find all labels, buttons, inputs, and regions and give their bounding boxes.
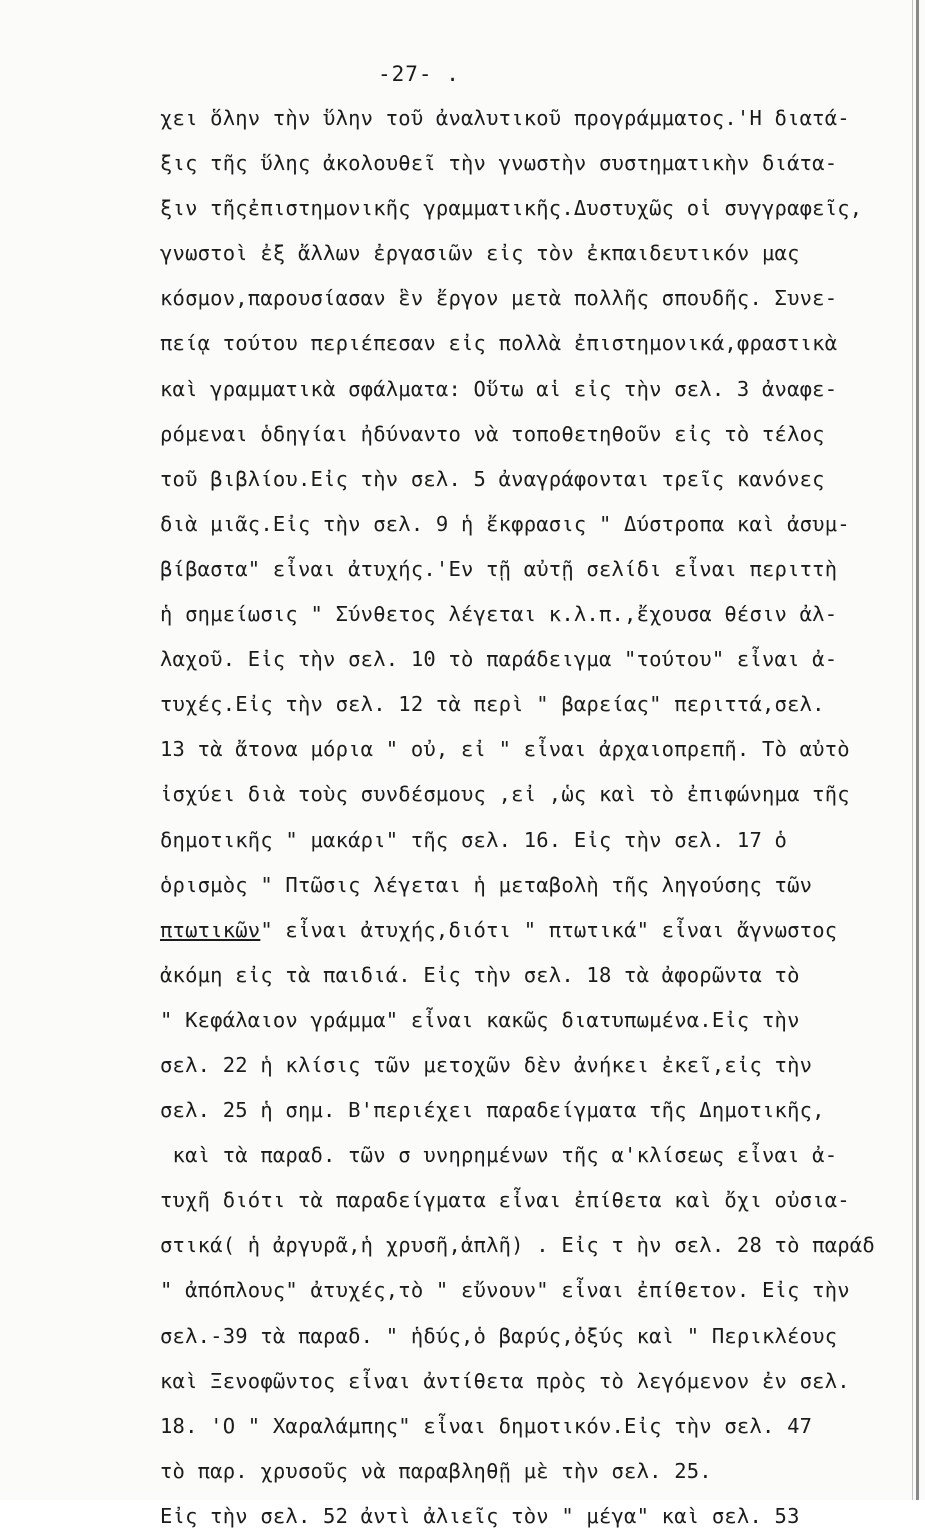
text-line: καὶ τὰ παραδ. τῶν σ υνηρημένων τῆς α'κλίσεως εἶναι ἀ- <box>160 1143 838 1168</box>
text-line: διὰ μιᾶς.Εἰς τὴν σελ. 9 ἡ ἔκφρασις " Δύστροπα καὶ ἀσυμ- <box>160 511 850 536</box>
text-line: 18. 'Ο " Χαραλάμπης" εἶναι δημοτικόν.Εἰς τὴν σελ. 47 <box>160 1413 813 1438</box>
text-line: καὶ γραμματικὰ σφάλματα: Οὕτω αἱ εἰς τὴν σελ. 3 ἀναφε- <box>160 376 838 401</box>
text-line: χει ὅλην τὴν ὕλην τοῦ ἀναλυτικοῦ προγράμματος.'Η διατά- <box>160 106 850 130</box>
text-line: 13 τὰ ἄτονα μόρια " οὐ, εἰ " εἶναι ἀρχαιοπρεπῆ. Τὸ αὐτὸ <box>160 737 850 762</box>
text-line: " ἀπόπλους" ἀτυχές,τὸ " εὔνουν" εἶναι ἐπίθετον. Εἰς τὴν <box>160 1278 850 1303</box>
text-line: ξιν τῆςἐπιστημονικῆς γραμματικῆς.Δυστυχῶς οἱ συγγραφεῖς, <box>160 196 863 221</box>
text-line: τυχῆ διότι τὰ παραδείγματα εἶναι ἐπίθετα καὶ ὄχι οὐσια- <box>160 1188 850 1213</box>
text-line: καὶ Ξενοφῶντος εἶναι ἀντίθετα πρὸς τὸ λεγόμενον ἐν σελ. <box>160 1368 850 1393</box>
text-line: σελ. 25 ἡ σημ. Β'περιέχει παραδείγματα τῆς Δημοτικῆς, <box>160 1098 825 1123</box>
text-line: τὸ παρ. χρυσοῦς νὰ παραβληθῇ μὲ τὴν σελ. 25. <box>160 1458 712 1483</box>
text-line: ρόμεναι ὁδηγίαι ἠδύναντο νὰ τοποθετηθοῦν εἰς τὸ τέλος <box>160 421 825 446</box>
text-line: πείᾳ τούτου περιέπεσαν εἰς πολλὰ ἐπιστημονικά,φραστικὰ <box>160 331 838 356</box>
text-line: κόσμον,παρουσίασαν ἓν ἔργον μετὰ πολλῆς σπουδῆς. Συνε- <box>160 286 838 311</box>
text-line: σελ.-39 τὰ παραδ. " ἡδύς,ὁ βαρύς,ὀξύς καὶ " Περικλέους <box>160 1323 838 1348</box>
text-line: στικά( ἡ ἀργυρᾶ,ἡ χρυσῆ,ἁπλῆ) . Εἰς τ ὴν σελ. 28 τὸ παράδ <box>160 1233 875 1258</box>
text-line: ἰσχύει διὰ τοὺς συνδέσμους ,εἰ ,ὡς καὶ τὸ ἐπιφώνημα τῆς <box>160 782 850 807</box>
text-line: ἀκόμη εἰς τὰ παιδιά. Εἰς τὴν σελ. 18 τὰ ἀφορῶντα τὸ <box>160 962 800 987</box>
text-line: γνωστοὶ ἐξ ἄλλων ἐργασιῶν εἰς τὸν ἐκπαιδευτικόν μας <box>160 241 800 266</box>
page-number: -27- . <box>378 62 460 86</box>
text-line: ἡ σημείωσις " Σύνθετος λέγεται κ.λ.π.,ἔχουσα θέσιν ἀλ- <box>160 602 838 627</box>
text-line: δημοτικῆς " μακάρι" τῆς σελ. 16. Εἰς τὴν σελ. 17 ὁ <box>160 827 788 852</box>
scan-edge-shadow <box>916 0 919 1500</box>
text-line-underlined <box>160 908 900 953</box>
text-segment: " εἶναι ἀτυχής,διότι " πτωτικά" εἶναι ἄγνωστος <box>260 917 838 942</box>
typewritten-text-body <box>160 96 900 1539</box>
text-line: βίβαστα" εἶναι ἀτυχής.'Εν τῇ αὐτῇ σελίδι εἶναι περιττὴ <box>160 556 838 581</box>
text-line: " Κεφάλαιον γράμμα" εἶναι κακῶς διατυπωμένα.Εἰς τὴν <box>160 1007 800 1032</box>
text-line: σελ. 22 ἡ κλίσις τῶν μετοχῶν δὲν ἀνήκει ἐκεῖ,εἰς τὴν <box>160 1052 813 1077</box>
scan-edge-line <box>912 0 913 1500</box>
text-line: ξις τῆς ὕλης ἀκολουθεῖ τὴν γνωστὴν συστηματικὴν διάτα- <box>160 151 838 176</box>
underlined-word: πτωτικῶν <box>160 917 261 942</box>
text-line: τοῦ βιβλίου.Εἰς τὴν σελ. 5 ἀναγράφονται τρεῖς κανόνες <box>160 466 825 491</box>
text-line: λαχοῦ. Εἰς τὴν σελ. 10 τὸ παράδειγμα "τούτου" εἶναι ἀ- <box>160 647 838 672</box>
text-line: Εἰς τὴν σελ. 52 ἀντὶ ἀλιεῖς τὸν " μέγα" καὶ σελ. 53 <box>160 1503 800 1528</box>
text-line: τυχές.Εἰς τὴν σελ. 12 τὰ περὶ " βαρείας" περιττά,σελ. <box>160 692 825 717</box>
text-line: ὁρισμὸς " Πτῶσις λέγεται ἡ μεταβολὴ τῆς ληγούσης τῶν <box>160 872 813 897</box>
